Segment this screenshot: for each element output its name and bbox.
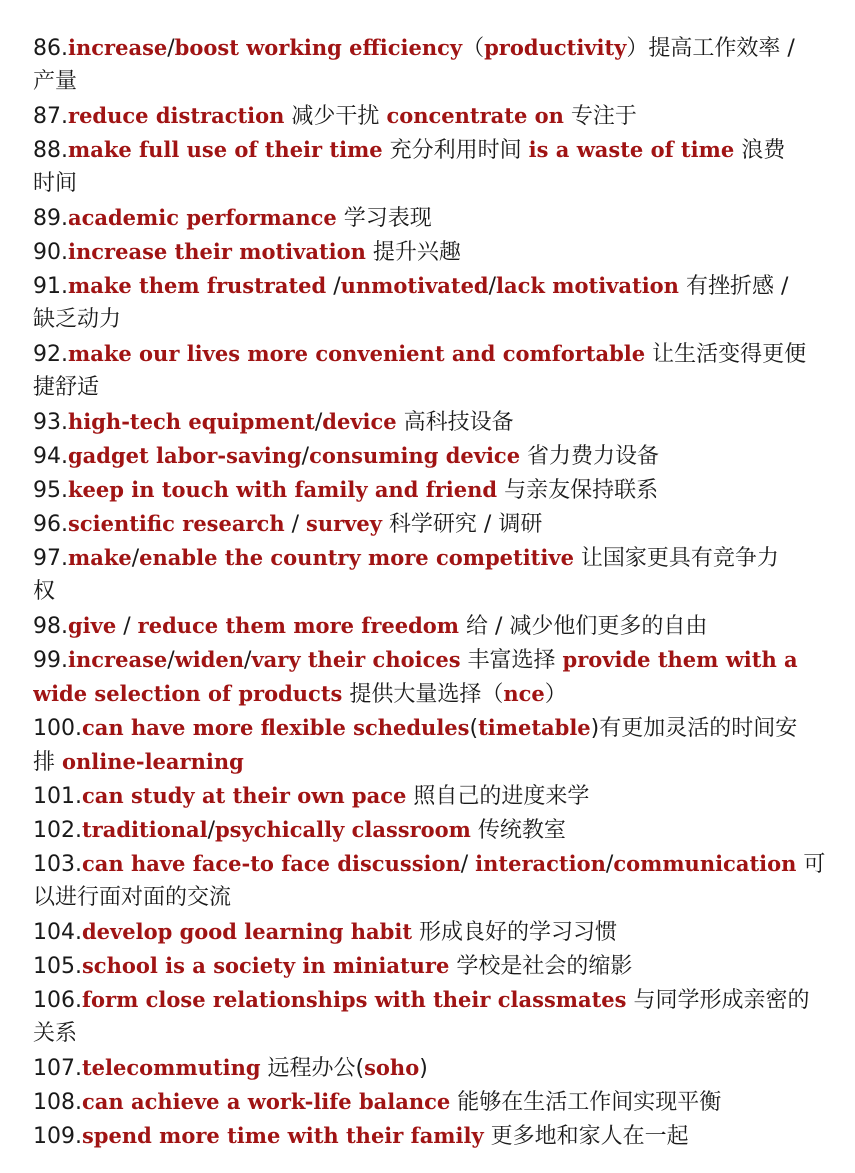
chinese-gloss: 捷舒适 xyxy=(33,375,100,400)
entry-number: 100. xyxy=(33,716,82,741)
english-phrase: form close relationships with their classmates xyxy=(81,987,627,1012)
english-phrase: psychically classroom xyxy=(214,817,471,842)
chinese-gloss: / xyxy=(605,852,614,877)
chinese-gloss: 排 xyxy=(33,750,62,775)
chinese-gloss: / xyxy=(131,546,140,571)
chinese-gloss: 丰富选择 xyxy=(460,648,563,673)
vocab-line xyxy=(33,371,827,405)
vocab-line xyxy=(33,983,827,1017)
chinese-gloss: / xyxy=(301,444,310,469)
vocab-line xyxy=(33,541,827,575)
vocab-line xyxy=(33,711,827,745)
chinese-gloss: 充分利用时间 xyxy=(382,138,529,163)
entry-number: 90. xyxy=(33,240,68,265)
chinese-gloss: 让生活变得更便 xyxy=(645,342,807,367)
vocab-line xyxy=(33,813,827,847)
chinese-gloss: （ xyxy=(462,36,485,61)
entry-number: 98. xyxy=(33,614,68,639)
english-phrase: keep in touch with family and friend xyxy=(68,477,498,502)
chinese-gloss: 以进行面对面的交流 xyxy=(33,885,232,910)
english-phrase: lack motivation xyxy=(496,273,679,298)
chinese-gloss: 给 / 减少他们更多的自由 xyxy=(459,614,708,639)
chinese-gloss: / xyxy=(488,274,497,299)
english-phrase: provide them with a xyxy=(562,647,798,672)
entry-number: 103. xyxy=(33,852,82,877)
vocab-line xyxy=(33,949,827,983)
english-phrase: device xyxy=(322,409,397,434)
vocab-line xyxy=(33,473,827,507)
english-phrase: boost working efficiency xyxy=(174,35,463,60)
english-phrase: productivity xyxy=(484,35,627,60)
entry-number: 95. xyxy=(33,478,68,503)
chinese-gloss: / xyxy=(207,818,215,843)
chinese-gloss: / xyxy=(326,274,341,299)
vocab-line xyxy=(33,269,827,303)
chinese-gloss: 传统教室 xyxy=(470,818,566,843)
vocab-line xyxy=(33,575,827,609)
chinese-gloss: 学习表现 xyxy=(336,206,432,231)
vocab-line xyxy=(33,1119,827,1153)
english-phrase: consuming device xyxy=(309,443,521,468)
chinese-gloss: 能够在生活工作间实现平衡 xyxy=(450,1090,722,1115)
vocab-line xyxy=(33,201,827,235)
vocab-line xyxy=(33,439,827,473)
vocab-line xyxy=(33,337,827,371)
chinese-gloss: 产量 xyxy=(33,69,78,94)
chinese-gloss: ）提高工作效率 / xyxy=(626,36,795,61)
chinese-gloss: )有更加灵活的时间安 xyxy=(590,716,798,741)
entry-number: 101. xyxy=(33,784,82,809)
english-phrase: concentrate on xyxy=(386,103,564,128)
vocab-line xyxy=(33,133,827,167)
english-phrase: give xyxy=(68,613,117,638)
chinese-gloss: 省力费力设备 xyxy=(520,444,660,469)
chinese-gloss: 可 xyxy=(796,852,826,877)
vocab-line xyxy=(33,915,827,949)
english-phrase: make full use of their time xyxy=(68,137,383,162)
vocab-line xyxy=(33,609,827,643)
english-phrase: increase xyxy=(68,35,168,60)
english-phrase: make them frustrated xyxy=(68,273,327,298)
english-phrase: spend more time with their family xyxy=(81,1123,484,1148)
entry-number: 97. xyxy=(33,546,68,571)
chinese-gloss: / xyxy=(284,512,306,537)
english-phrase: online-learning xyxy=(62,749,244,774)
english-phrase: communication xyxy=(613,851,797,876)
english-phrase: traditional xyxy=(81,817,208,842)
entry-number: 105. xyxy=(33,954,82,979)
vocab-line xyxy=(33,99,827,133)
english-phrase: increase xyxy=(68,647,168,672)
chinese-gloss: / xyxy=(314,410,323,435)
chinese-gloss: / xyxy=(460,852,476,877)
chinese-gloss: 让国家更具有竞争力 xyxy=(573,546,779,571)
entry-number: 96. xyxy=(33,512,68,537)
english-phrase: make xyxy=(68,545,132,570)
english-phrase: survey xyxy=(306,511,382,536)
entry-number: 88. xyxy=(33,138,68,163)
english-phrase: telecommuting xyxy=(81,1055,261,1080)
english-phrase: scientific research xyxy=(68,511,285,536)
english-phrase: is a waste of time xyxy=(528,137,735,162)
vocab-line xyxy=(33,779,827,813)
vocab-line xyxy=(33,1085,827,1119)
entry-number: 106. xyxy=(33,988,82,1013)
vocab-line xyxy=(33,881,827,915)
chinese-gloss: 减少干扰 xyxy=(284,104,387,129)
vocab-line xyxy=(33,31,827,65)
english-phrase: nce xyxy=(503,681,545,706)
entry-number: 92. xyxy=(33,342,68,367)
english-phrase: unmotivated xyxy=(340,273,489,298)
english-phrase: make our lives more convenient and comfortable xyxy=(68,341,646,366)
chinese-gloss: ) xyxy=(419,1056,428,1081)
vocab-line xyxy=(33,65,827,99)
chinese-gloss: 有挫折感 / xyxy=(678,274,789,299)
entry-number: 102. xyxy=(33,818,82,843)
english-phrase: timetable xyxy=(478,715,591,740)
entry-number: 93. xyxy=(33,410,68,435)
chinese-gloss: 浪费 xyxy=(734,138,786,163)
chinese-gloss: 缺乏动力 xyxy=(33,307,122,332)
entry-number: 107. xyxy=(33,1056,82,1081)
english-phrase: can have face-to face discussion xyxy=(81,851,461,876)
entry-number: 91. xyxy=(33,274,68,299)
chinese-gloss: 学校是社会的缩影 xyxy=(449,954,633,979)
vocab-line xyxy=(33,303,827,337)
entry-number: 108. xyxy=(33,1090,82,1115)
english-phrase: vary their choices xyxy=(251,647,461,672)
vocab-line xyxy=(33,1017,827,1051)
entry-number: 86. xyxy=(33,36,68,61)
english-phrase: reduce them more freedom xyxy=(137,613,460,638)
entry-number: 99. xyxy=(33,648,68,673)
chinese-gloss: 高科技设备 xyxy=(396,410,514,435)
vocab-line xyxy=(33,405,827,439)
vocab-line xyxy=(33,235,827,269)
english-phrase: high-tech equipment xyxy=(68,409,315,434)
vocab-line xyxy=(33,677,827,711)
chinese-gloss: / xyxy=(167,648,175,673)
english-phrase: gadget labor-saving xyxy=(68,443,302,468)
chinese-gloss: 更多地和家人在一起 xyxy=(483,1124,689,1149)
entry-number: 109. xyxy=(33,1124,82,1149)
chinese-gloss: 关系 xyxy=(33,1021,78,1046)
chinese-gloss: / xyxy=(244,648,252,673)
vocab-line xyxy=(33,643,827,677)
english-phrase: academic performance xyxy=(68,205,337,230)
english-phrase: can have more flexible schedules xyxy=(81,715,470,740)
english-phrase: enable the country more competitive xyxy=(139,545,574,570)
chinese-gloss: 科学研究 / 调研 xyxy=(381,512,543,537)
chinese-gloss: 远程办公( xyxy=(260,1056,365,1081)
chinese-gloss: 时间 xyxy=(33,171,78,196)
english-phrase: can achieve a work-life balance xyxy=(81,1089,451,1114)
chinese-gloss: ） xyxy=(544,682,567,707)
chinese-gloss: 与同学形成亲密的 xyxy=(626,988,810,1013)
english-phrase: increase their motivation xyxy=(68,239,366,264)
entry-number: 89. xyxy=(33,206,68,231)
chinese-gloss: / xyxy=(167,36,175,61)
chinese-gloss: 权 xyxy=(33,579,56,604)
chinese-gloss: 形成良好的学习习惯 xyxy=(412,920,618,945)
chinese-gloss: 提升兴趣 xyxy=(365,240,461,265)
english-phrase: reduce distraction xyxy=(68,103,285,128)
chinese-gloss: / xyxy=(116,614,138,639)
english-phrase: wide selection of products xyxy=(33,681,343,706)
english-phrase: can study at their own pace xyxy=(81,783,407,808)
english-phrase: interaction xyxy=(475,851,606,876)
entry-number: 87. xyxy=(33,104,68,129)
english-phrase: widen xyxy=(174,647,245,672)
english-phrase: soho xyxy=(364,1055,420,1080)
vocab-line xyxy=(33,1051,827,1085)
entry-number: 104. xyxy=(33,920,82,945)
chinese-gloss: 专注于 xyxy=(563,104,637,129)
english-phrase: develop good learning habit xyxy=(81,919,413,944)
chinese-gloss: 与亲友保持联系 xyxy=(497,478,659,503)
vocab-line xyxy=(33,507,827,541)
chinese-gloss: 照自己的进度来学 xyxy=(406,784,590,809)
vocab-line xyxy=(33,167,827,201)
chinese-gloss: ( xyxy=(469,716,479,741)
vocab-line xyxy=(33,745,827,779)
entry-number: 94. xyxy=(33,444,68,469)
vocab-line xyxy=(33,847,827,881)
english-phrase: school is a society in miniature xyxy=(81,953,450,978)
chinese-gloss: 提供大量选择（ xyxy=(342,682,504,707)
